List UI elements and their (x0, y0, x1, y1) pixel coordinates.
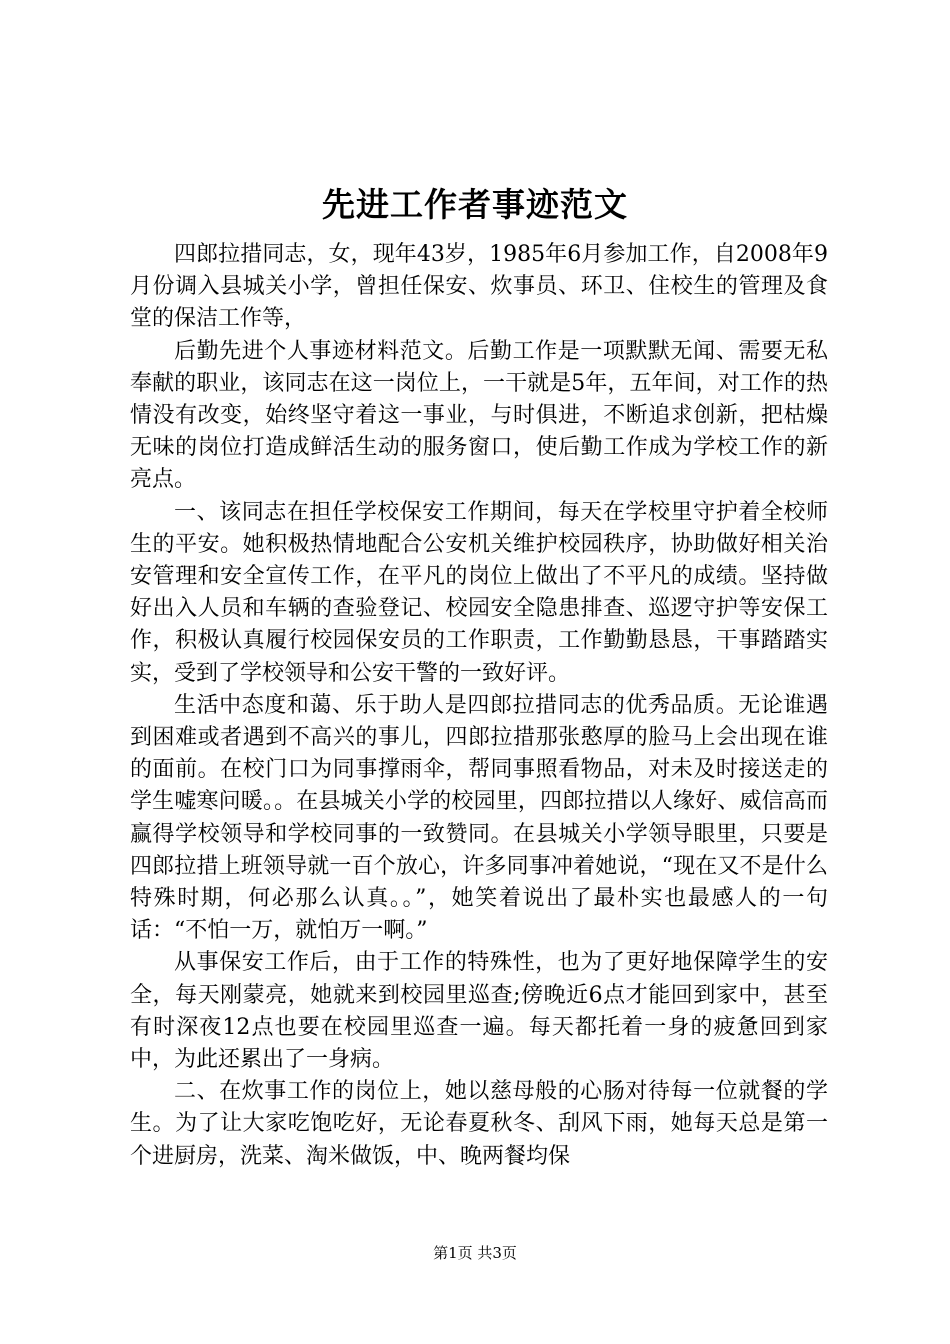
paragraph-3: 一、该同志在担任学校保安工作期间，每天在学校里守护着全校师生的平安。她积极热情地配合公安机关维护校园秩序，协助做好相关治安管理和安全宣传工作，在平凡的岗位上做出了不平凡的成绩。坚持做好出入人员和车辆的查验登记、校园安全隐患排查、巡逻守护等安保工作，积极认真履行校园保安员的工作职责，工作勤勤恳恳，干事踏踏实实，受到了学校领导和公安干警的一致好评。 (130, 499, 828, 686)
paragraph-4: 生活中态度和蔼、乐于助人是四郎拉措同志的优秀品质。无论谁遇到困难或者遇到不高兴的事儿，四郎拉措那张憨厚的脸马上会出现在谁的面前。在校门口为同事撑雨伞，帮同事照看物品，对未及时接送走的学生嘘寒问暖。。在县城关小学的校园里，四郎拉措以人缘好、威信高而赢得学校领导和学校同事的一致赞同。在县城关小学领导眼里，只要是四郎拉措上班领导就一百个放心，许多同事冲着她说，“现在又不是什么特殊时期，何必那么认真。。”，她笑着说出了最朴实也最感人的一句话：“不怕一万，就怕万一啊。” (130, 692, 828, 944)
document-title: 先进工作者事迹范文 (322, 185, 628, 224)
paragraph-1: 四郎拉措同志，女，现年43岁，1985年6月参加工作，自2008年9月份调入县城关小学，曾担任保安、炊事员、环卫、住校生的管理及食堂的保洁工作等， (130, 242, 828, 332)
page-footer: 第1页 共3页 (433, 1244, 517, 1262)
document-body (130, 239, 828, 1173)
paragraph-2: 后勤先进个人事迹材料范文。后勤工作是一项默默无闻、需要无私奉献的职业，该同志在这一岗位上，一干就是5年，五年间，对工作的热情没有改变，始终坚守着这一事业，与时俱进，不断追求创新，把枯燥无味的岗位打造成鲜活生动的服务窗口，使后勤工作成为学校工作的新亮点。 (130, 338, 828, 493)
paragraph-5: 从事保安工作后，由于工作的特殊性，也为了更好地保障学生的安全，每天刚蒙亮，她就来到校园里巡查;傍晚近6点才能回到家中，甚至有时深夜12点也要在校园里巡查一遍。每天都托着一身的疲惫回到家中，为此还累出了一身病。 (130, 950, 828, 1073)
paragraph-6: 二、在炊事工作的岗位上，她以慈母般的心肠对待每一位就餐的学生。为了让大家吃饱吃好，无论春夏秋冬、刮风下雨，她每天总是第一个进厨房，洗菜、淘米做饭，中、晚两餐均保 (130, 1079, 828, 1169)
